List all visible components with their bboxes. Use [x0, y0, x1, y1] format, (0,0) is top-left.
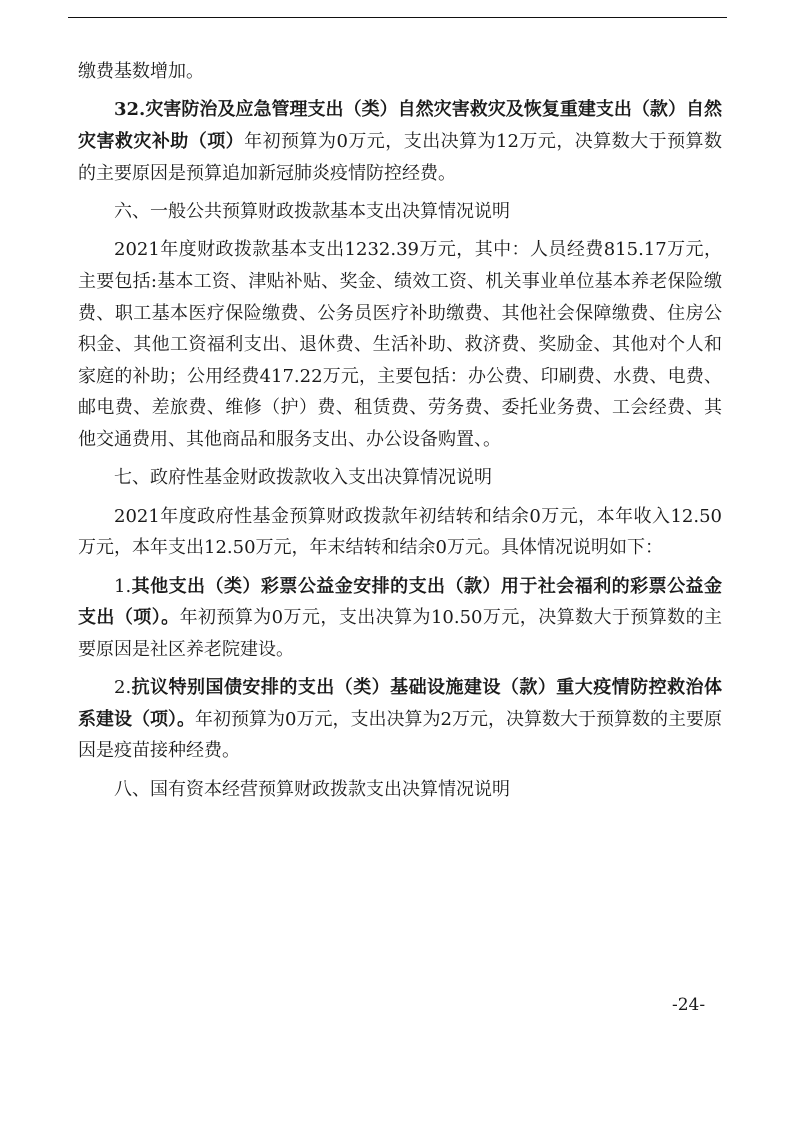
body-paragraph [78, 56, 722, 88]
page-number: -24- [672, 995, 706, 1015]
body-paragraph [78, 501, 722, 564]
body-paragraph [78, 94, 722, 189]
body-paragraph [78, 571, 722, 666]
text-run: 六、一般公共预算财政拨款基本支出决算情况说明 [114, 200, 510, 222]
text-run: 年初预算为0万元，支出决算为10.50万元，决算数大于预算数的主要原因是社区养老院建设。 [78, 607, 723, 660]
section-heading [78, 774, 722, 806]
text-run: 1. [114, 575, 132, 597]
text-run: 年初预算为0万元，支出决算为12万元，决算数大于预算数的主要原因是预算追加新冠肺炎疫情防控经费。 [78, 130, 722, 184]
bold-text-run: 其他支出（类）彩票公益金安排的支出（款）用于社会福利的彩票公益金支出（项）。 [78, 575, 722, 629]
body-paragraph [78, 234, 722, 455]
text-run: 2. [114, 677, 132, 699]
text-run: 缴费基数增加。 [78, 61, 204, 82]
header-rule [68, 17, 727, 18]
section-heading [78, 462, 722, 494]
bold-text-run: 32.灾害防治及应急管理支出（类）自然灾害救灾及恢复重建支出（款）自然灾害救灾补助（项） [78, 99, 722, 152]
section-heading [78, 196, 722, 228]
bold-text-run: 抗议特别国债安排的支出（类）基础设施建设（款）重大疫情防控救治体系建设（项）。 [78, 677, 722, 730]
body-paragraph [78, 672, 722, 767]
text-run: 年初预算为0万元，支出决算为2万元，决算数大于预算数的主要原因是疫苗接种经费。 [78, 708, 723, 762]
text-run: 2021年度财政拨款基本支出1232.39万元，其中：人员经费815.17万元，主要包括:基本工资、津贴补贴、奖金、绩效工资、机关事业单位基本养老保险缴费、职工基本医疗保险缴费、公务员医疗补助缴费、其他社会保障缴费、住房公积金、其他工资福利支出、退休费、生活补助、救济费、奖励金、其他对个人和家庭的补助；公用经费417.22万元，主要包括：办公费、印刷费、水费、电费、邮电费、差旅费、维修（护）费、租赁费、劳务费、委托业务费、工会经费、其他交通费用、其他商品和服务支出、办公设备购置、。 [78, 239, 722, 450]
text-run: 2021年度政府性基金预算财政拨款年初结转和结余0万元，本年收入12.50万元，本年支出12.50万元，年末结转和结余0万元。具体情况说明如下： [78, 505, 722, 559]
text-run: 八、国有资本经营预算财政拨款支出决算情况说明 [114, 778, 510, 800]
document-body [78, 56, 722, 805]
text-run: 七、政府性基金财政拨款收入支出决算情况说明 [114, 467, 492, 489]
